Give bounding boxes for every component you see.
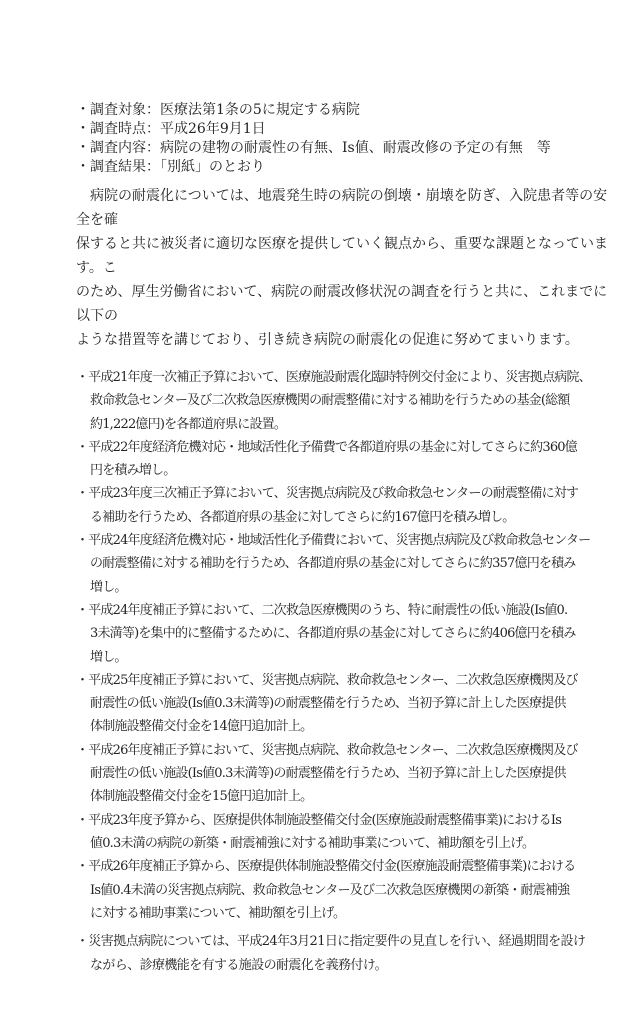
survey-result: ・調査結果：「別紙」のとおり	[76, 159, 265, 175]
measure-line: に対する補助事業について、補助額を引上げ。	[90, 905, 346, 921]
measure-line: 耐震性の低い施設(Is値0.3未満等)の耐震整備を行うため、当初予算に計上した医療提供	[90, 766, 566, 782]
measure-line: ・平成25年度補正予算において、災害拠点病院、救命救急センター、二次救急医療機関及び	[76, 672, 578, 688]
measure-item	[76, 669, 616, 739]
measure-line: ・平成24年度補正予算において、二次救急医療機関のうち、特に耐震性の低い施設(Is値0.	[76, 602, 568, 618]
measure-item	[76, 855, 616, 925]
survey-target: ・調査対象：医療法第1条の5に規定する病院	[76, 102, 360, 118]
note-line: ながら、診療機能を有する施設の耐震化を義務付け。	[90, 958, 388, 974]
survey-summary-list	[76, 101, 616, 177]
measure-line: 約1,222億円)を各都道府県に設置。	[90, 416, 287, 432]
measure-line: 増し。	[90, 649, 127, 665]
measure-line: ・平成23年度三次補正予算において、災害拠点病院及び救命救急センターの耐震整備に対す	[76, 486, 579, 502]
measure-item	[76, 482, 616, 529]
measure-line: ・平成24年度経済危機対応・地域活性化予備費において、災害拠点病院及び救命救急センター	[76, 533, 591, 549]
measure-line: ・平成21年度一次補正予算において、医療施設耐震化臨時特例交付金により、災害拠点病院、	[76, 370, 591, 385]
measure-line: 耐震性の低い施設(Is値0.3未満等)の耐震整備を行うため、当初予算に計上した医療提供	[90, 696, 566, 712]
paragraph-line: ような措置等を講じており、引き続き病院の耐震化の促進に努めてまいります。	[76, 332, 579, 348]
measure-line: ・平成22年度経済危機対応・地域活性化予備費で各都道府県の基金に対してさらに約360億	[76, 439, 577, 455]
measure-line: Is値0.4未満の災害拠点病院、救命救急センター及び二次救急医療機関の新築・耐震補強	[90, 882, 570, 898]
paragraph-line: のため、厚生労働省において、病院の耐震改修状況の調査を行うと共に、これまでに以下の	[76, 284, 608, 324]
measure-item	[76, 366, 616, 436]
measure-line: の耐震整備に対する補助を行うため、各都道府県の基金に対してさらに約357億円を積み	[90, 556, 576, 572]
measure-item	[76, 529, 616, 599]
measure-line: 値0.3未満の病院の新築・耐震補強に対する補助事業について、補助額を引上げ。	[90, 835, 535, 851]
measure-item	[76, 436, 616, 483]
measure-item	[76, 739, 616, 809]
survey-date: ・調査時点：平成26年9月1日	[76, 121, 266, 137]
measure-line: る補助を行うため、各都道府県の基金に対してさらに約167億円を積み増し。	[90, 509, 515, 525]
measure-line: 増し。	[90, 579, 127, 595]
survey-content: ・調査内容：病院の建物の耐震性の有無、Is値、耐震改修の予定の有無 等	[76, 140, 551, 156]
note-line: ・災害拠点病院については、平成24年3月21日に指定要件の見直しを行い、経過期間を設け	[76, 934, 586, 950]
measure-line: 体制施設整備交付金を15億円追加計上。	[90, 789, 313, 805]
measure-line: ・平成23年度予算から、医療提供体制施設整備交付金(医療施設耐震整備事業)におけるIs	[76, 812, 562, 828]
measure-line: 救命救急センター及び二次救急医療機関の耐震整備に対する補助を行うための基金(総額	[90, 393, 570, 409]
paragraph-line: 病院の耐震化については、地震発生時の病院の倒壊・崩壊を防ぎ、入院患者等の安全を確	[76, 188, 608, 228]
measure-item	[76, 809, 616, 856]
measure-line: 体制施設整備交付金を14億円追加計上。	[90, 719, 313, 735]
intro-paragraph	[76, 184, 616, 352]
paragraph-line: 保すると共に被災者に適切な医療を提供していく観点から、重要な課題となっています。こ	[76, 236, 608, 276]
measure-line: ・平成26年度補正予算において、災害拠点病院、救命救急センター、二次救急医療機関及び	[76, 742, 578, 758]
measure-line: 3未満等)を集中的に整備するために、各都道府県の基金に対してさらに約406億円を積み	[90, 626, 576, 642]
measures-list	[76, 366, 616, 925]
measure-line: ・平成26年度補正予算から、医療提供体制施設整備交付金(医療施設耐震整備事業)における	[76, 859, 576, 875]
measure-item	[76, 599, 616, 669]
measure-line: 円を積み増し。	[90, 463, 176, 479]
final-note	[76, 930, 616, 978]
